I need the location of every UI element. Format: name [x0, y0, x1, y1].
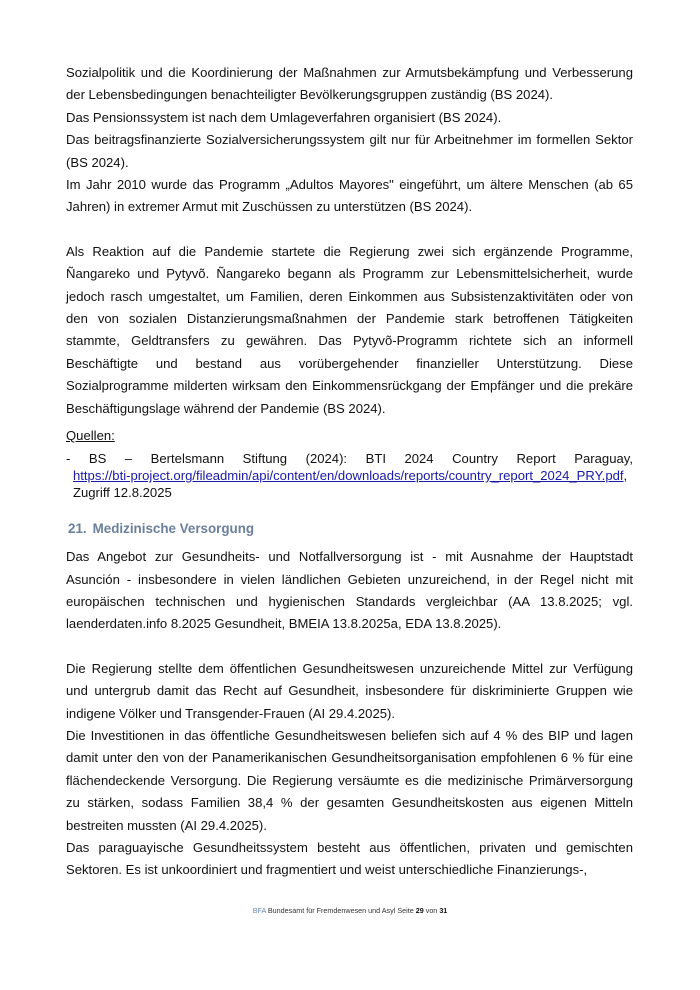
spacer [66, 219, 633, 241]
section-heading [66, 518, 633, 540]
page-footer [0, 906, 700, 915]
paragraph-health-supply: Das Angebot zur Gesundheits- und Notfallversorgung ist - mit Ausnahme der Hauptstadt Asunción - insbesondere in vielen ländlichen Gebieten unzureichend, in der Regel nicht mit europäischen technischen und hygienischen Standards vergleichbar (AA 13.8.2025; vgl. laenderdaten.info 8.2025 Gesundheit, BMEIA 13.8.2025a, EDA 13.8.2025). [66, 549, 633, 632]
footer-brand-logo: BFA [252, 906, 266, 915]
source-link[interactable]: https://bti-project.org/fileadmin/api/content/en/downloads/reports/country_report_2024_PRY.pdf [73, 468, 624, 484]
paragraph-government-funding: Die Regierung stellte dem öffentlichen Gesundheitswesen unzureichende Mittel zur Verfügung und untergrub damit das Recht auf Gesundheit, insbesondere für diskriminierte Gruppen wie indigene Völker und Transgender-Frauen (AI 29.4.2025). [66, 660, 633, 721]
spacer [66, 636, 633, 658]
paragraph-social-insurance: Das beitragsfinanzierte Sozialversicherungssystem gilt nur für Arbeitnehmer im formellen Sektor (BS 2024). [66, 132, 633, 170]
footer-org-name: Bundesamt für Fremdenwesen und Asyl [267, 906, 396, 915]
paragraph-adultos-mayores: Im Jahr 2010 wurde das Programm „Adultos Mayores" eingeführt, um ältere Menschen (ab 65 Jahren) in extremer Armut mit Zuschüssen zu unterstützen (BS 2024). [66, 177, 633, 215]
paragraph-health-system: Das paraguayische Gesundheitssystem besteht aus öffentlichen, privaten und gemischten Sektoren. Es ist unkoordiniert und fragmentiert und weist unterschiedliche Finanzierungs-, [66, 839, 633, 878]
document-page [66, 62, 633, 882]
source-entry-text: - BS – Bertelsmann Stiftung (2024): BTI 2024 Country Report Paraguay, [66, 451, 633, 467]
paragraph-pension-system: Das Pensionssystem ist nach dem Umlageverfahren organisiert (BS 2024). [66, 109, 502, 125]
footer-of-label: von [425, 906, 438, 915]
footer-page-label: Seite [397, 906, 414, 915]
footer-page-number: 29 [415, 906, 424, 915]
footer-page-total: 31 [439, 906, 448, 915]
paragraph-social-policy: Sozialpolitik und die Koordinierung der Maßnahmen zur Armutsbekämpfung und Verbesserung der Lebensbedingungen benachteiligter Bevölkerungsgruppen zuständig (BS 2024). [66, 65, 633, 103]
paragraph-pandemic-programs: Als Reaktion auf die Pandemie startete die Regierung zwei sich ergänzende Programme, Ñangareko und Pytyvõ. Ñangareko begann als Programm zur Lebensmittelsicherheit, wurde jedoch rasch umgestaltet, um Familien, deren Einkommen aus Subsistenzaktivitäten oder von den von sozialen Distanzierungsmaßnahmen der Pandemie stark betroffenen Tätigkeiten stammte, Geldtransfers zu gewähren. Das Pytyvõ-Programm richtete sich an informell Beschäftigte und bestand aus vorübergehender finanzieller Unterstützung. Diese Sozialprogramme milderten wirksam den Einkommensrückgang der Empfänger und die prekäre Beschäftigungslage während der Pandemie (BS 2024). [66, 243, 633, 416]
sources-heading: Quellen: [66, 428, 115, 444]
source-access-date: Zugriff 12.8.2025 [73, 485, 172, 501]
source-link-comma: , [623, 468, 628, 484]
section-title: Medizinische Versorgung [92, 521, 255, 537]
section-number: 21. [68, 521, 87, 537]
source-entry-continuation [66, 467, 633, 484]
paragraph-health-investment: Die Investitionen in das öffentliche Gesundheitswesen beliefen sich auf 4 % des BIP und lagen damit unter den von der Panamerikanischen Gesundheitsorganisation empfohlenen 6 % für eine flächendeckende Versorgung. Die Regierung versäumte es die medizinische Primärversorgung zu stärken, sodass Familien 38,4 % der gesamten Gesundheitskosten aus eigenen Mitteln bestreiten mussten (AI 29.4.2025). [66, 727, 633, 833]
